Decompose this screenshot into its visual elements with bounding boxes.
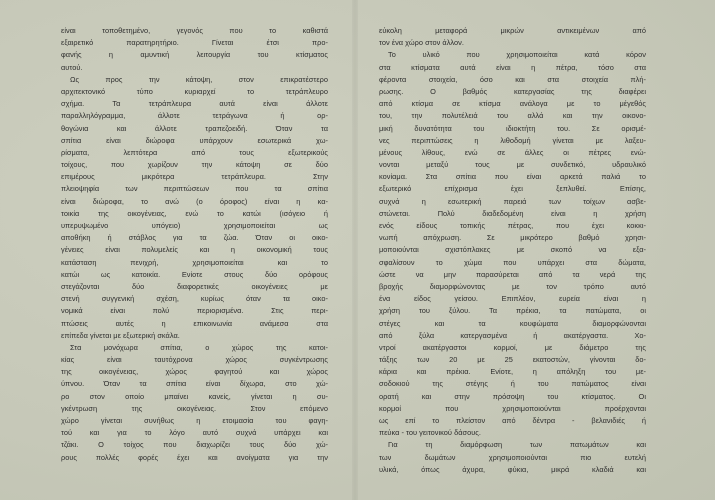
text-line: ντροί ακατέργαστοι κορμοί, με διάμετρο της [379,342,646,352]
text-line: εξωτερικό επίχρισμα έχει ξεπλυθεί. Επίσης, [379,184,646,194]
text-line: νωπή απόχρωση. Σε μικρότερο βαθμό χρησι- [379,233,646,243]
text-line: μική δυνατότητα του ιδιοκτήτη του. Σε ορισμέ- [379,123,646,133]
text-line: ώστε να μην παρασύρεται από τα νερά της [379,269,646,279]
text-line: νες περιπτώσεις η λιθοδομή γίνεται με λαξευ- [379,135,646,145]
text-line: πεύκα - του γειτονικού δάσους. [379,428,481,438]
text-line: φανής η αμυντική λειτουργία του κτίσματος [61,50,328,60]
text-line: από κτίσμα σε κτίσμα ανάλογα με το μέγεθός [379,99,646,109]
text-line: Στα μονόχωρα σπίτια, ο χώρος της κατοι- [70,342,328,352]
text-line: κονίαμα. Στα σπίτια που είναι αρκετά παλιά το [379,172,646,182]
left-page-text-column [61,25,328,464]
text-line: στενή συγγενική σχέση, κυρίως όταν τα οικο- [61,294,328,304]
text-line: ρους πολλές φορές έχει και ανοίγματα για την [61,452,328,462]
text-line: θογώνια και άλλοτε τραπεζοειδή. Όταν τα [61,123,328,133]
text-line: σοδοκιού της στέγης ή του πατώματος είναι [379,379,646,389]
text-line: κορμοί που χρησιμοποιούνται προέρχονται [379,403,646,413]
text-line: αυτού. [61,62,83,72]
text-line: κίας είναι ταυτόχρονα χώρος συγκέντρωσης [61,355,328,365]
text-line: γκέντρωση της οικογένειας. Στον επόμενο [61,403,328,413]
text-line: σπίτια είναι διώροφα υπάρχουν εσωτερικά χω- [61,135,328,145]
text-line: τάξης των 20 με 25 εκατοστών, γίνονται δο- [379,355,646,365]
text-line: κάρια και πρέκια. Ενίοτε, η απόληξη του με- [379,367,646,377]
text-line: υπερυψωμένο υπόγειο) χρησιμοποιείται ως [61,221,328,230]
text-line: τοικία της οικογένειας, ενώ το κατώι (ισόγειο ή [61,208,328,218]
text-line: είναι διώροφα, το ανώ (ο όροφος) είναι η κα- [61,196,328,206]
text-line: μοποιούνται σχιστόπλακες με σκοπό να εξα- [379,245,646,255]
text-line: επίπεδα γίνεται με εξωτερική σκάλα. [61,330,180,340]
text-line: του, την πολυτέλειά του αλλά και την οικονο- [379,111,646,121]
text-line: συχνά η εσωτερική παρειά των τοίχων ασβε- [379,196,646,206]
text-line: σχήμα. Τα τετράπλευρα αυτά είναι άλλοτε [61,99,328,109]
text-line: Το υλικό που χρησιμοποιείται κατά κόρον [388,50,646,60]
text-line: από ξύλα κατεργασμένα ή ακατέργαστα. Χο- [379,330,646,340]
text-line: μένους λίθους, ενώ σε άλλες οι πέτρες ενώ- [379,147,646,157]
text-line: βροχής διαμορφώνοντας με τον τρόπο αυτό [379,281,646,291]
text-line: εύκολη μεταφορά μικρών αντικειμένων από [379,26,646,35]
text-line: κατάσταση πενιχρή, χρησιμοποιείται και το [61,257,328,267]
text-line: στεγάζονται δύο διαφορετικές οικογένειες με [61,281,328,291]
text-line: κατώι ως κατοικία. Ενίοτε στους δύο ορόφους [61,269,328,279]
text-line: των δωμάτων χρησιμοποιούνται πιο ευτελή [379,452,646,462]
text-line: ορατή και στην πρόσοψη του κτίσματος. Οι [379,391,646,401]
text-line: Ως προς την κάτοψη, στον επικρατέστερο [70,74,328,84]
text-line: ρωσης. Ο βαθμός κατεργασίας της διαφέρει [379,86,646,96]
text-line: χώρο γίνεται συνήθως η ετοιμασία του φαγη- [61,416,328,425]
text-line: χρήση του ξύλου. Τα πρέκια, τα πατώματα, οι [379,306,646,316]
text-line: τον ένα χώρο στον άλλον. [379,38,464,48]
text-line: ρίσματα, λεπτότερα από τους εξωτερικούς [61,147,328,157]
text-line: τοίχους, που χωρίζουν την κάτοψη σε δύο [61,160,328,170]
text-line: ως επί το πλείστον από δέντρα - βελανιδιές ή [379,416,646,425]
text-line: στα κτίσματα αυτά είναι η πέτρα, τόσο στα [379,62,646,72]
text-line: επιμέρους μικρότερα τετράπλευρα. Στην [61,172,328,182]
text-line: είναι τοποθετημένο, γεγονός που το καθιστά [61,26,328,35]
text-line: της οικογένειας, χώρος φαγητού και χώρος [61,367,328,377]
page-gutter [352,0,358,500]
text-line: ρο στον οποίο μπαίνει κανείς, γίνεται η συ- [61,391,328,401]
text-line: πλειοψηφία των περιπτώσεων που τα σπίτια [61,184,328,194]
text-line: Για τη διαμόρφωση των πατωμάτων και [388,440,646,450]
text-line: σφαλίσουν το χώμα που υπάρχει στα δώματα, [379,257,646,267]
text-line: υλικά, όπως άχυρα, φύκια, μικρά κλαδιά και [379,464,646,474]
text-line: παραλληλόγραμμα, άλλοτε τετράγωνα ή ορ- [61,111,328,121]
text-line: ενός είδους τοπικής πέτρας, που έχει κοκκι- [379,221,646,230]
text-line: τού και για το λόγο αυτό συχνά υπάρχει και [61,428,328,438]
text-line: φέροντα στοιχεία, όσο και στα στοιχεία πλή- [379,74,646,84]
text-line: γένειες είναι πολυμελείς και η οικονομική τους [61,245,328,255]
text-line: τζάκι. Ο τοίχος που διαχωρίζει τους δύο χώ- [61,440,328,450]
text-line: αρχιτεκτονικό τύπο κυριαρχεί το τετράπλευρο [61,86,328,96]
text-line: ένα είδος γείσου. Επιπλέον, ευρεία είναι η [379,294,646,304]
text-line: αποθήκη ή στάβλος για τα ζώα. Όταν οι οικο- [61,233,328,243]
text-line: νομικά είναι πολύ περιορισμένα. Στις περι- [61,306,328,316]
text-line: πτώσεις αυτές η επικοινωνία ανάμεσα στα [61,318,328,328]
text-line: εξαιρετικό παρατηρητήριο. Γίνεται έτσι προ- [61,38,328,48]
text-line: στέγες και τα κουφώματα διαμορφώνονται [379,318,646,328]
text-line: στώνεται. Πολύ διαδεδομένη είναι η χρήση [379,208,646,218]
text-line: νονται μεταξύ τους με συνδετικό, υδραυλικό [379,160,646,170]
right-page-text-column [379,25,646,476]
text-line: ύπνου. Όταν τα σπίτια είναι δίχωρα, στο χώ- [61,379,328,389]
